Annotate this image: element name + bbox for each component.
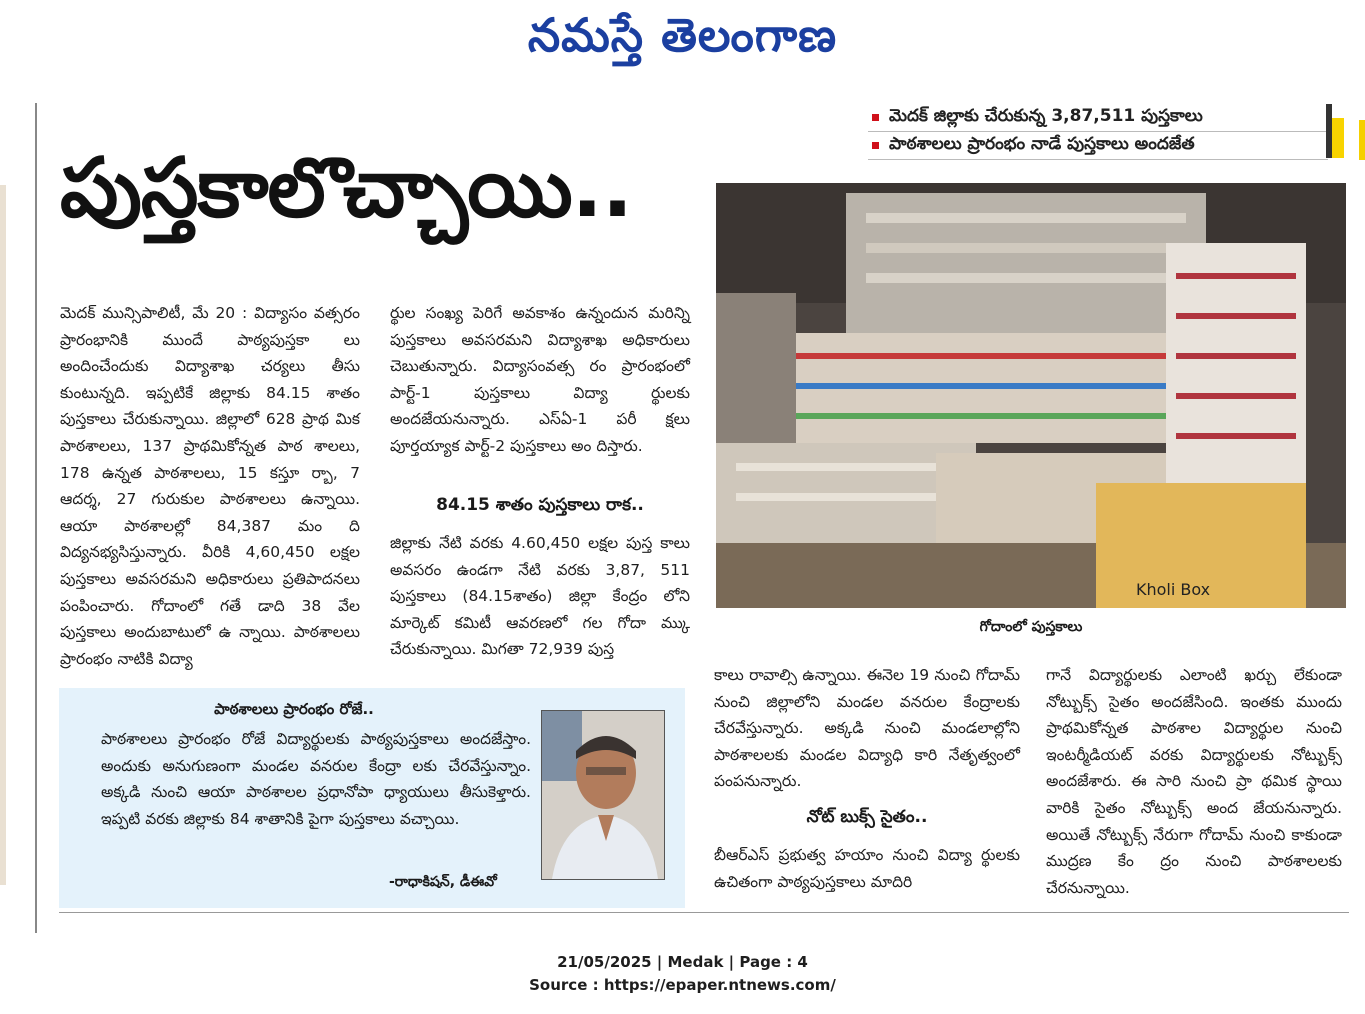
subheading: 84.15 శాతం పుస్తకాలు రాక.. (436, 495, 644, 515)
article-column-3b (714, 842, 1020, 895)
photo-caption: గోదాంలో పుస్తకాలు (979, 619, 1083, 635)
accent-tab (1332, 118, 1344, 158)
article-column-2b (390, 530, 690, 663)
bullet-text: పాఠశాలలు ప్రారంభం నాడే పుస్తకాలు అందజేత (889, 133, 1195, 154)
article-column-2 (390, 300, 690, 460)
quote-signature: -రాధాకిషన్, డీఈవో (389, 874, 497, 890)
article-column-3 (714, 662, 1020, 795)
quote-box-text: పాఠశాలలు ప్రారంభం రోజే విద్యార్థులకు పాఠ్యపుస్తకాలు అందజేస్తాం. అందుకు అనుగుణంగా మండల వనరుల కేంద్రా లకు చేరవేస్తున్నాం. అక్కడి నుంచి ఆయా పాఠశాలల ప్రధానోపా ధ్యాయులు తీసుకెళ్తారు. ఇప్పటి వరకు జిల్లాకు 84 శాతానికి పైగా పుస్తకాలు వచ్చాయి. (101, 730, 531, 828)
article-text: కాలు రావాల్సి ఉన్నాయి. ఈనెల 19 నుంచి గోదామ్ నుంచి జిల్లాలోని మండల వనరుల కేంద్రాలకు చేరవేస్తున్నారు. అక్కడి నుంచి మండలాల్లోని పాఠశాలలకు మండల విద్యాధి కారి నేతృత్వంలో పంపనున్నారు. (714, 666, 1020, 791)
bullet-square-icon (872, 142, 879, 149)
box-label: Kholi Box (1136, 580, 1211, 599)
article-column-4 (1046, 662, 1342, 901)
bullet-text: మెదక్ జిల్లాకు చేరుకున్న 3,87,511 పుస్తకాలు (889, 105, 1203, 126)
quote-box-title: పాఠశాలలు ప్రారంభం రోజే.. (214, 700, 374, 718)
adjacent-page-edge (0, 185, 6, 885)
article-text: బీఆర్ఎస్ ప్రభుత్వ హయాం నుంచి విద్యా ర్థులకు ఉచితంగా పాఠ్యపుస్తకాలు మాదిరి (714, 846, 1020, 891)
summary-bullet (868, 132, 1328, 160)
official-portrait (541, 710, 665, 880)
warehouse-photo (716, 183, 1346, 608)
article-text: గానే విద్యార్థులకు ఎలాంటి ఖర్చు లేకుండా నోట్బుక్స్ సైతం అందజేసింది. ఇంతకు ముందు ప్రాథమికోన్నత పాఠశాల విద్యార్థుల నుంచి ఇంటర్మీడియట్ వరకు విద్యార్థులకు నోట్బుక్స్ అందజేశారు. ఈ సారి నుంచి ప్రా థమిక స్థాయి వారికి సైతం నోట్బుక్స్ అంద జేయనున్నారు. అయితే నోట్బుక్స్ నేరుగా గోదామ్ నుంచి కాకుండా ముద్రణ కేం ద్రం నుంచి పాఠశాలలకు చేరనున్నాయి. (1046, 666, 1342, 897)
bullet-square-icon (872, 114, 879, 121)
article-column-1 (60, 300, 360, 672)
article-headline: పుస్తకాలొచ్చాయి.. (60, 141, 632, 236)
summary-bullet (868, 104, 1328, 132)
adjacent-page-edge-right (1359, 120, 1365, 160)
footer-source-line: Source : https://epaper.ntnews.com/ (529, 976, 836, 994)
newspaper-masthead: నమస్తే తెలంగాణ (527, 8, 838, 62)
books-stack-image (716, 183, 1346, 608)
article-text: జిల్లాకు నేటి వరకు 4.60,450 లక్షల పుస్త కాలు అవసరం ఉండగా నేటి వరకు 3,87, 511 పుస్తకాలు (84.15శాతం) జిల్లా కేంద్రం లోని మార్కెట్ కమిటీ ఆవరణలో గల గోదా మ్కు చేరుకున్నాయి. మిగతా 72,939 పుస్త (390, 534, 690, 659)
article-text: ర్థుల సంఖ్య పెరిగే అవకాశం ఉన్నందున మరిన్ని పుస్తకాలు అవసరమని విద్యాశాఖ అధికారులు చెబుతున్నారు. విద్యాసంవత్స రం ప్రారంభంలో పార్ట్-1 పుస్తకాలు విద్యా ర్థులకు అందజేయనున్నారు. ఎస్ఏ-1 పరీ క్షలు పూర్తయ్యాక పార్ట్-2 పుస్తకాలు అం దిస్తారు. (390, 304, 690, 455)
article-text: మెదక్ మున్సిపాలిటీ, మే 20 : విద్యాసం వత్సరం ప్రారంభానికి ముందే పాఠ్యపుస్తకా లు అందించేందుకు విద్యాశాఖ చర్యలు తీసు కుంటున్నది. ఇప్పటికే జిల్లాకు 84.15 శాతం పుస్తకాలు చేరుకున్నాయి. జిల్లాలో 628 ప్రాథ మిక పాఠశాలలు, 137 ప్రాథమికోన్నత పాఠ శాలలు, 178 ఉన్నత పాఠశాలలు, 15 కస్తూ ర్బా, 7 ఆదర్శ, 27 గురుకుల పాఠశాలలు ఉన్నాయి. ఆయా పాఠశాలల్లో 84,387 మం ది విద్యనభ్యసిస్తున్నారు. వీరికి 4,60,450 లక్షల పుస్తకాలు అవసరమని అధికారులు ప్రతిపాదనలు పంపించారు. గోదాంలో గతే డాది 38 వేల పుస్తకాలు అందుబాటులో ఉ న్నాయి. పాఠశాలలు ప్రారంభం నాటికి విద్యా (60, 304, 360, 668)
column-rule (35, 103, 37, 933)
footer-rule (59, 912, 1349, 913)
quote-box (59, 688, 685, 908)
summary-bullets (868, 104, 1328, 160)
subheading: నోట్ బుక్స్ సైతం.. (806, 807, 928, 827)
person-photo (542, 711, 664, 879)
footer-date-line: 21/05/2025 | Medak | Page : 4 (557, 953, 808, 971)
